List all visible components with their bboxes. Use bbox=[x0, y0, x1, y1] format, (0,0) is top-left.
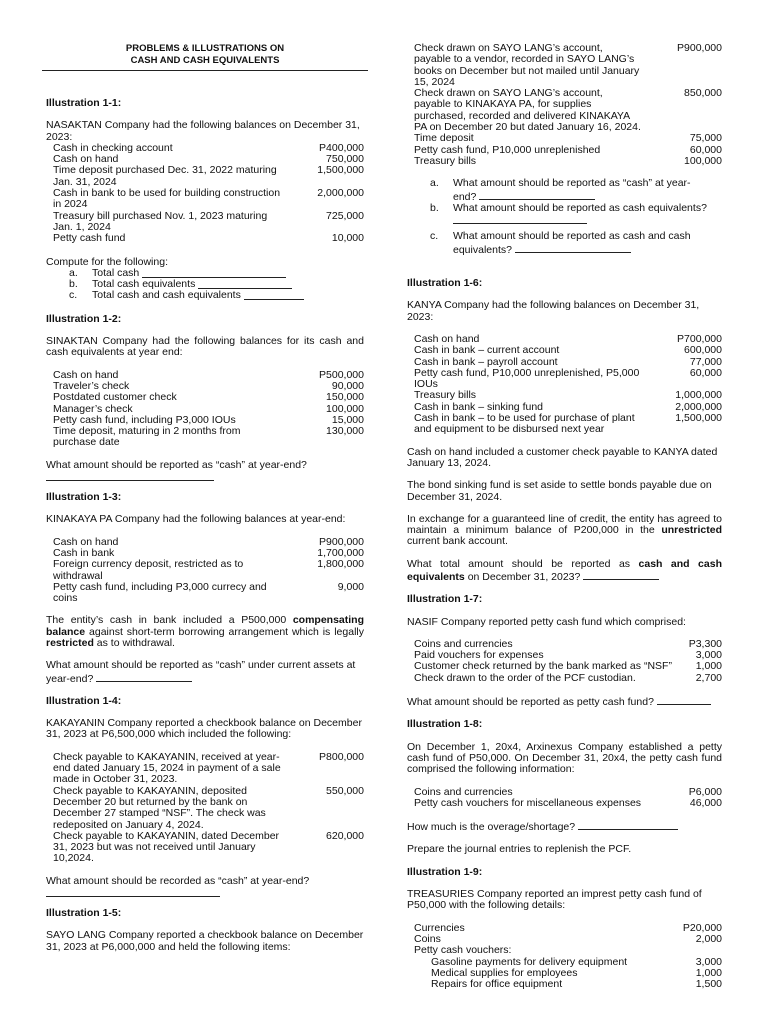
balance-list bbox=[407, 923, 722, 991]
illustration-1-8 bbox=[407, 719, 722, 855]
section-heading: Illustration 1-3: bbox=[46, 491, 122, 504]
answer-blank[interactable] bbox=[578, 820, 678, 830]
balance-row: Foreign currency deposit, restricted as to withdrawal 1,800,000 bbox=[53, 558, 364, 582]
illustration-1-4 bbox=[46, 696, 364, 897]
illustration-1-9 bbox=[407, 867, 722, 991]
balance-row: Customer check returned by the bank marked as “NSF” 1,000 bbox=[414, 660, 722, 673]
section-heading: Illustration 1-1: bbox=[46, 97, 122, 109]
balance-list bbox=[407, 334, 722, 436]
section-heading: Illustration 1-8: bbox=[407, 718, 483, 731]
section-intro: KAKAYANIN Company reported a checkbook balance on December 31, 2023 at P6,500,000 which included the following: bbox=[46, 717, 362, 741]
balance-row: Cash in bank – current account 600,000 bbox=[414, 344, 722, 357]
question-item: c. What amount should be reported as cash and cash equivalents? bbox=[430, 230, 691, 256]
question-item: a. Total cash bbox=[69, 268, 364, 279]
answer-blank[interactable] bbox=[244, 290, 304, 300]
balance-row: Cash in bank – to be used for purchase of plant and equipment to be disbursed next year 1,500,000 bbox=[414, 412, 722, 436]
balance-row: Coins 2,000 bbox=[414, 932, 722, 945]
answer-blank[interactable] bbox=[96, 672, 192, 682]
answer-blank[interactable] bbox=[46, 471, 214, 481]
section-intro: TREASURIES Company reported an imprest petty cash fund of P50,000 with the following details: bbox=[407, 888, 702, 912]
balance-row: Cash on hand P900,000 bbox=[53, 535, 364, 548]
question-item: c. Total cash and cash equivalents bbox=[69, 290, 364, 301]
balance-row: Petty cash fund, including P3,000 currecy and coins 9,000 bbox=[53, 580, 364, 605]
balance-row: Petty cash vouchers for miscellaneous expenses 46,000 bbox=[414, 796, 722, 809]
balance-row: Medical supplies for employees 1,000 bbox=[431, 966, 722, 979]
section-intro: NASAKTAN Company had the following balances on December 31, 2023: bbox=[46, 119, 360, 143]
balance-row: Cash in bank – payroll account 77,000 bbox=[414, 355, 722, 368]
balance-row: Manager’s check 100,000 bbox=[53, 402, 364, 415]
balance-row: Time deposit, maturing in 2 months from purchase date 130,000 bbox=[53, 425, 364, 449]
balance-row: Cash in bank 1,700,000 bbox=[53, 546, 364, 559]
balance-row: Check payable to KAKAYANIN, dated December 31, 2023 but was not received until January 10,2024. 620,000 bbox=[53, 829, 364, 865]
illustration-1-2 bbox=[46, 314, 364, 481]
balance-row: Time deposit purchased Dec. 31, 2022 maturing Jan. 31, 2024 1,500,000 bbox=[53, 164, 364, 188]
balance-list bbox=[46, 752, 364, 865]
balance-row: Petty cash vouchers: bbox=[414, 944, 512, 957]
balance-row: Traveler’s check 90,000 bbox=[53, 379, 364, 392]
balance-row: Coins and currencies P6,000 bbox=[414, 785, 722, 798]
balance-row: Paid vouchers for expenses 3,000 bbox=[414, 649, 722, 662]
section-intro: KINAKAYA PA Company had the following balances at year-end: bbox=[46, 513, 346, 526]
section-intro: SAYO LANG Company reported a checkbook balance on December 31, 2023 at P6,000,000 and held the following items: bbox=[46, 929, 364, 953]
balance-row: Cash in checking account P400,000 bbox=[53, 141, 364, 154]
section-heading: Illustration 1-9: bbox=[407, 865, 483, 878]
balance-list bbox=[46, 143, 364, 245]
section-heading: Illustration 1-7: bbox=[407, 593, 483, 606]
illustration-1-6 bbox=[407, 278, 722, 583]
answer-blank[interactable] bbox=[46, 887, 220, 897]
balance-row: Postdated customer check 150,000 bbox=[53, 391, 364, 404]
balance-row: Repairs for office equipment 1,500 bbox=[431, 978, 722, 991]
balance-row: Petty cash fund, P10,000 unreplenished 60,000 bbox=[414, 143, 722, 156]
balance-list bbox=[407, 787, 722, 810]
balance-row: Petty cash fund 10,000 bbox=[53, 232, 364, 245]
balance-row: Check drawn to the order of the PCF custodian. 2,700 bbox=[414, 671, 722, 684]
balance-row: Cash on hand P700,000 bbox=[414, 332, 722, 345]
balance-row: Cash in bank – sinking fund 2,000,000 bbox=[414, 400, 722, 413]
balance-list bbox=[407, 43, 722, 167]
question-item: a. What amount should be reported as “cash” at year-end? bbox=[430, 177, 691, 203]
document-title: PROBLEMS & ILLUSTRATIONS ON CASH AND CASH EQUIVALENTS bbox=[125, 43, 285, 66]
balance-list bbox=[46, 537, 364, 605]
illustration-1-7 bbox=[407, 594, 722, 708]
balance-row: Check payable to KAKAYANIN, deposited December 20 but returned by the bank on December 27 stamped “NSF”. The check was redeposited on January 4, 2024. 550,000 bbox=[53, 784, 364, 831]
question: How much is the overage/shortage? bbox=[407, 820, 722, 833]
question: What total amount should be reported as cash and cash equivalents on December 31, 2023? bbox=[407, 557, 722, 583]
balance-row: Treasury bill purchased Nov. 1, 2023 maturing Jan. 1, 2024 725,000 bbox=[53, 209, 364, 233]
instruction: Prepare the journal entries to replenish the PCF. bbox=[407, 843, 632, 856]
question-item: b. What amount should be reported as cash equivalents? bbox=[430, 203, 722, 228]
answer-blank[interactable] bbox=[583, 570, 659, 580]
answer-blank[interactable] bbox=[453, 214, 587, 224]
answer-blank[interactable] bbox=[657, 695, 711, 705]
balance-row: Time deposit 75,000 bbox=[414, 132, 722, 145]
answer-blank[interactable] bbox=[198, 279, 292, 289]
question-list bbox=[407, 178, 722, 256]
compute-prompt: Compute for the following: bbox=[46, 255, 168, 268]
balance-row: Currencies P20,000 bbox=[414, 921, 722, 934]
balance-list bbox=[46, 370, 364, 449]
illustration-1-3 bbox=[46, 492, 364, 685]
left-column bbox=[46, 0, 364, 953]
section-note: The entity’s cash in bank included a P500,000 compensating balance against short-term borrowing arrangement which is legally restricted as to withdrawal. bbox=[46, 614, 364, 649]
section-intro: SINAKTAN Company had the following balances for its cash and cash equivalents at year end: bbox=[46, 335, 364, 359]
balance-row: Petty cash fund, including P3,000 IOUs 15,000 bbox=[53, 413, 364, 426]
section-heading: Illustration 1-2: bbox=[46, 312, 122, 325]
answer-blank[interactable] bbox=[479, 190, 595, 200]
section-note: In exchange for a guaranteed line of credit, the entity has agreed to maintain a minimum balance of P200,000 in the unrestricted current bank account. bbox=[407, 512, 722, 548]
question: What amount should be reported as petty cash fund? bbox=[407, 695, 722, 708]
balance-row: Check drawn on SAYO LANG’s account, payable to KINAKAYA PA, for supplies purchased, recorded and delivered KINAKAYA PA on December 20 but dated January 16, 2024. 850,000 bbox=[414, 87, 722, 134]
balance-row: Check drawn on SAYO LANG’s account, payable to a vendor, recorded in SAYO LANG’s books on December but not mailed until January 15, 2024 P900,000 bbox=[414, 42, 722, 88]
balance-row: Treasury bills 1,000,000 bbox=[414, 389, 722, 402]
section-intro: On December 1, 20x4, Arxinexus Company established a petty cash fund of P50,000. On December 31, 20x4, the petty cash fund comprised the following information: bbox=[407, 740, 722, 776]
balance-row: Coins and currencies P3,300 bbox=[414, 637, 722, 650]
balance-row: Cash on hand 750,000 bbox=[53, 153, 364, 166]
section-heading: Illustration 1-5: bbox=[46, 907, 122, 920]
balance-row: Petty cash fund, P10,000 unreplenished, P5,000 IOUs 60,000 bbox=[414, 366, 722, 391]
question-item: b. Total cash equivalents bbox=[69, 279, 364, 290]
balance-row: Cash on hand P500,000 bbox=[53, 368, 364, 381]
right-column bbox=[407, 0, 722, 990]
balance-row: Check payable to KAKAYANIN, received at year-end dated January 15, 2024 in payment of a sale made in October 31, 2023. P800,000 bbox=[53, 750, 364, 786]
section-heading: Illustration 1-6: bbox=[407, 277, 483, 290]
answer-blank[interactable] bbox=[515, 243, 631, 253]
section-intro: KANYA Company had the following balances on December 31, 2023: bbox=[407, 299, 700, 323]
answer-blank[interactable] bbox=[142, 268, 286, 278]
question: What amount should be reported as “cash” at year-end? bbox=[46, 458, 307, 471]
question: What amount should be reported as “cash” under current assets at year-end? bbox=[46, 659, 356, 685]
section-intro: NASIF Company reported petty cash fund which comprised: bbox=[407, 615, 686, 628]
section-heading: Illustration 1-4: bbox=[46, 694, 122, 707]
section-note: The bond sinking fund is set aside to settle bonds payable due on December 31, 2024. bbox=[407, 479, 712, 503]
question-list bbox=[46, 268, 364, 302]
question: What amount should be recorded as “cash” at year-end? bbox=[46, 874, 310, 887]
illustration-1-5 bbox=[46, 908, 364, 953]
balance-row: Cash in bank to be used for building construction in 2024 2,000,000 bbox=[53, 187, 364, 211]
title-divider bbox=[42, 70, 368, 71]
illustration-1-1 bbox=[46, 98, 364, 302]
balance-list bbox=[407, 639, 722, 684]
section-note: Cash on hand included a customer check payable to KANYA dated January 13, 2024. bbox=[407, 445, 718, 469]
balance-row: Gasoline payments for delivery equipment 3,000 bbox=[431, 955, 722, 968]
balance-row: Treasury bills 100,000 bbox=[414, 154, 722, 167]
